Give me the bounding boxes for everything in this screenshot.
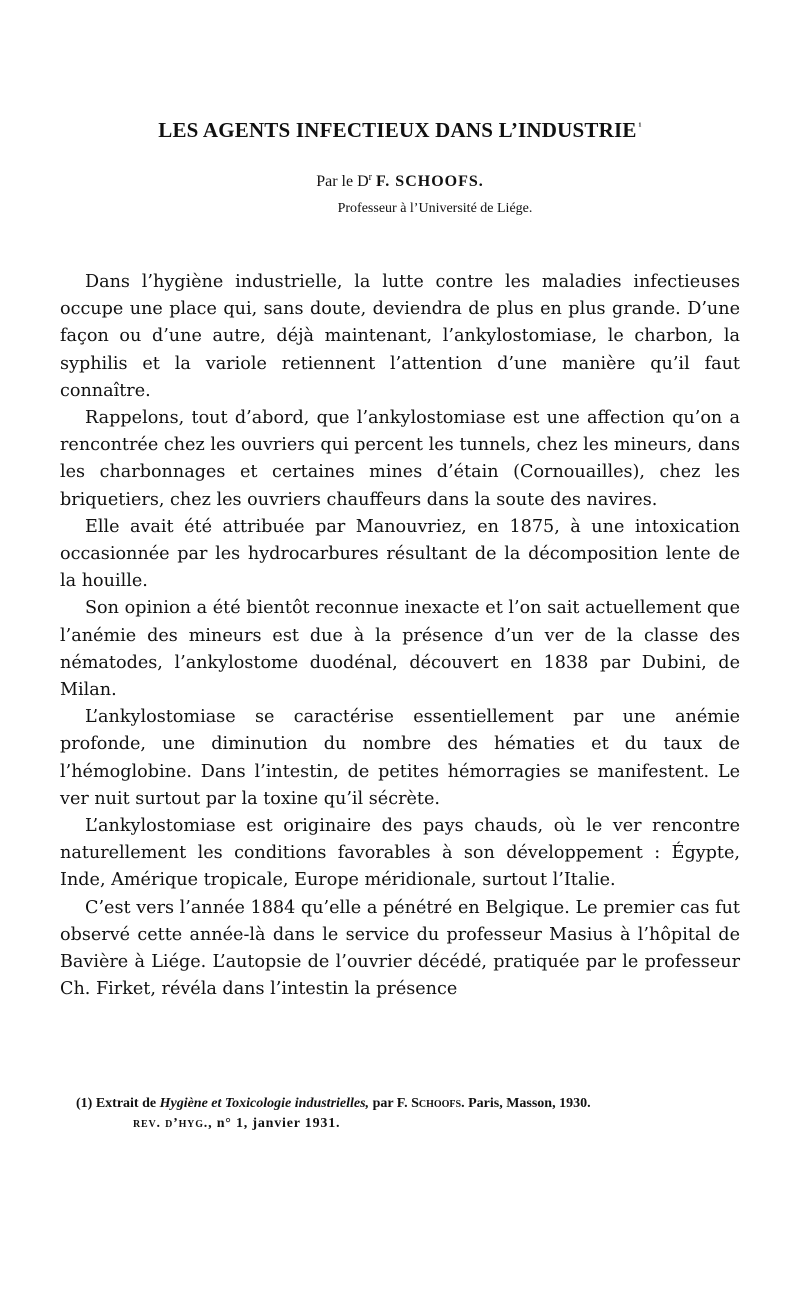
article-title	[60, 118, 740, 143]
article-body	[60, 269, 740, 1003]
footnote-by: par F.	[372, 1096, 408, 1111]
author-line	[0, 172, 800, 191]
paragraph-2: Rappelons, tout d’abord, que l’ankylostomiase est une affection qu’on a rencontrée chez les ouvriers qui percent les tunnels, chez les mineurs, dans les charbonnages et certaines mines d’étain (Cornouailles), chez les briquetiers, chez les ouvriers chauffeurs dans la soute des navires.	[60, 408, 740, 510]
author-affiliation: Professeur à l’Université de Liége.	[337, 201, 533, 216]
paragraph-1: Dans l’hygiène industrielle, la lutte contre les maladies infectieuses occupe une place qui, sans doute, deviendra de plus en plus grande. D’une façon ou d’une autre, déjà maintenant, l’ankylostomiase, le charbon, la syphilis et la variole retiennent l’attention d’une manière qu’il faut connaître.	[60, 272, 740, 401]
author-prefix: Par le D	[316, 173, 369, 190]
author-prefix-sup: r	[368, 172, 372, 183]
footnote-author: Schoofs.	[411, 1096, 465, 1111]
footnote-work-title: Hygiène et Toxicologie industrielles,	[159, 1096, 370, 1111]
paragraph-6: L’ankylostomiase est originaire des pays chauds, où le ver rencontre naturellement les conditions favorables à son développement : Égypte, Inde, Amérique tropicale, Europe méridionale, surtout l’Italie.	[60, 816, 740, 891]
footnote-lead: Extrait de	[95, 1096, 157, 1111]
title-text: LES AGENTS INFECTIEUX DANS L’INDUSTRIE	[158, 118, 637, 142]
author-name: F. SCHOOFS.	[376, 173, 484, 190]
paragraph-5: L’ankylostomiase se caractérise essentiellement par une anémie profonde, une diminution du nombre des hématies et du taux de l’hémoglobine. Dans l’intestin, de petites hémorragies se manifestent. Le ver nuit surtout par la toxine qu’il sécrète.	[60, 707, 740, 809]
footnote-publisher: Paris, Masson, 1930.	[468, 1096, 591, 1111]
footnote	[76, 1093, 740, 1115]
journal-issue: n° 1, janvier 1931.	[216, 1116, 341, 1131]
paragraph-4: Son opinion a été bientôt reconnue inexacte et l’on sait actuellement que l’anémie des mineurs est due à la présence d’un ver de la classe des nématodes, l’ankylostome duodénal, découvert en 1838 par Dubini, de Milan.	[60, 598, 740, 701]
paragraph-3: Elle avait été attribuée par Manouvriez, en 1875, à une intoxication occasionnée par les hydrocarbures résultant de la décomposition lente de la houille.	[60, 516, 740, 592]
title-footnote-mark: ¹	[638, 121, 642, 132]
paragraph-7: C’est vers l’année 1884 qu’elle a pénétré en Belgique. Le premier cas fut observé cette année-là dans le service du professeur Masius à l’hôpital de Bavière à Liége. L’autopsie de l’ouvrier décédé, pratiquée par le professeur Ch. Firket, révéla dans l’intestin la présence	[60, 897, 740, 1000]
footnote-number: (1)	[76, 1096, 93, 1111]
journal-abbr: rev. d’hyg.,	[133, 1116, 213, 1131]
journal-reference	[133, 1116, 340, 1132]
